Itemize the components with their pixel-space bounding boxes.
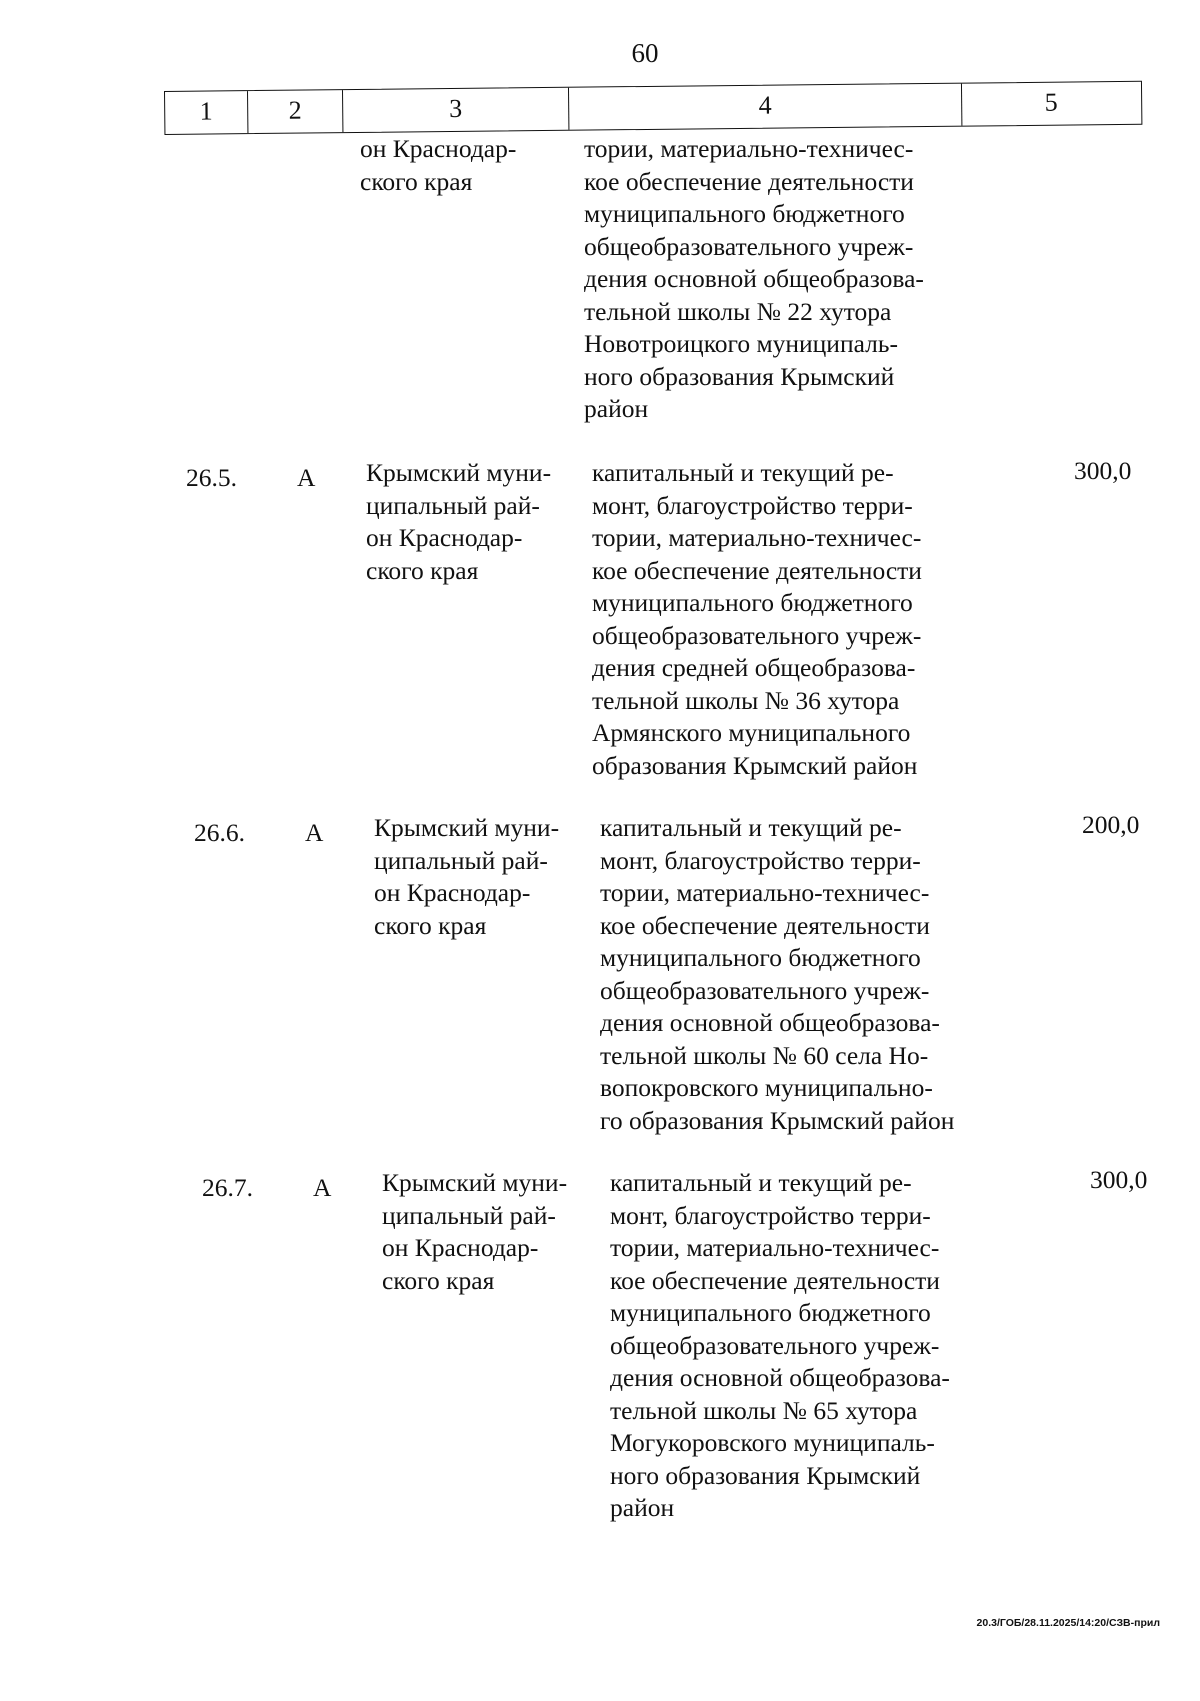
purpose-line: тории, материально-техничес- [600,878,930,907]
document-footer-code: 20.3/ГОБ/28.11.2025/14:20/СЗВ-прил [976,1617,1160,1629]
purpose-line: тельной школы № 36 хутора [592,685,900,715]
purpose-line: тельной школы № 22 хутора [584,296,892,326]
row-purpose [592,457,972,782]
purpose-line: тории, материально-техничес- [610,1233,940,1262]
row-number: 26.7. [202,1173,253,1202]
purpose-line: тории, материально-техничес- [592,523,922,552]
header-cell-2: 2 [248,90,343,133]
recipient-line: ского края [374,910,487,940]
purpose-line: дения средней общеобразова- [592,653,916,682]
row-purpose [610,1167,990,1525]
recipient-line: ского края [366,555,479,585]
purpose-line: муниципального бюджетного [610,1298,931,1327]
purpose-line: вопокровского муниципально- [600,1073,933,1102]
purpose-line: монт, благоустройство терри- [610,1200,931,1230]
header-cell-1: 1 [165,91,248,134]
purpose-line: капитальный и текущий ре- [600,813,902,842]
row-number: 26.6. [194,818,245,847]
row-category: А [305,818,324,847]
purpose-line: образования Крымский район [592,750,918,780]
row-category: А [297,463,316,492]
recipient-line: ского края [382,1265,495,1295]
table-header-row [164,81,1142,135]
purpose-line: Новотроицкого муниципаль- [584,329,898,358]
row-amount: 300,0 [1090,1165,1148,1194]
recipient-line: ципальный рай- [366,490,540,520]
purpose-line: дения основной общеобразова- [600,1008,940,1037]
purpose-line: кое обеспечение деятельности [600,910,930,940]
purpose-line: дения основной общеобразова- [610,1363,950,1392]
purpose-line: общеобразовательного учреж- [592,620,922,650]
recipient-line: ского края [360,166,473,196]
purpose-line: го образования Крымский район [600,1105,955,1135]
header-cell-5: 5 [1044,87,1058,117]
purpose-line: Могукоровского муниципаль- [610,1428,935,1457]
purpose-line: монт, благоустройство терри- [600,845,921,875]
purpose-line: монт, благоустройство терри- [592,490,913,520]
recipient-line: он Краснодар- [374,878,531,907]
purpose-line: тории, материально-техничес- [584,134,914,163]
continuation-purpose [584,133,956,426]
purpose-line: тельной школы № 60 села Но- [600,1040,929,1070]
purpose-line: тельной школы № 65 хутора [610,1395,918,1425]
recipient-line: он Краснодар- [360,134,517,163]
recipient-line: Крымский муни- [366,458,552,487]
purpose-line: общеобразовательного учреж- [584,231,914,261]
row-category: А [313,1173,332,1202]
row-amount: 300,0 [1074,456,1132,485]
recipient-line: Крымский муни- [374,813,560,842]
purpose-line: дения основной общеобразова- [584,264,924,293]
purpose-line: район [610,1493,675,1522]
purpose-line: муниципального бюджетного [584,199,905,228]
header-cell-3: 3 [343,88,569,132]
header-cell-4: 4 [569,84,962,130]
purpose-line: ного образования Крымский [584,361,895,391]
recipient-line: он Краснодар- [382,1233,539,1262]
recipient-line: он Краснодар- [366,523,523,552]
purpose-line: муниципального бюджетного [592,588,913,617]
purpose-line: кое обеспечение деятельности [584,166,914,196]
row-recipient [374,812,576,942]
purpose-line: общеобразовательного учреж- [600,975,930,1005]
row-recipient [382,1167,586,1297]
row-purpose [600,812,984,1137]
continuation-recipient [360,133,558,198]
purpose-line: кое обеспечение деятельности [592,555,922,585]
purpose-line: капитальный и текущий ре- [592,458,894,487]
purpose-line: муниципального бюджетного [600,943,921,972]
row-recipient [366,457,566,587]
page-number: 60 [631,38,659,68]
purpose-line: Армянского муниципального [592,718,911,747]
row-amount: 200,0 [1082,810,1140,839]
purpose-line: ного образования Крымский [610,1460,921,1490]
row-number: 26.5. [186,463,237,492]
purpose-line: кое обеспечение деятельности [610,1265,940,1295]
purpose-line: общеобразовательного учреж- [610,1330,940,1360]
purpose-line: район [584,394,649,423]
recipient-line: ципальный рай- [382,1200,556,1230]
recipient-line: Крымский муни- [382,1168,568,1197]
purpose-line: капитальный и текущий ре- [610,1168,912,1197]
recipient-line: ципальный рай- [374,845,548,875]
